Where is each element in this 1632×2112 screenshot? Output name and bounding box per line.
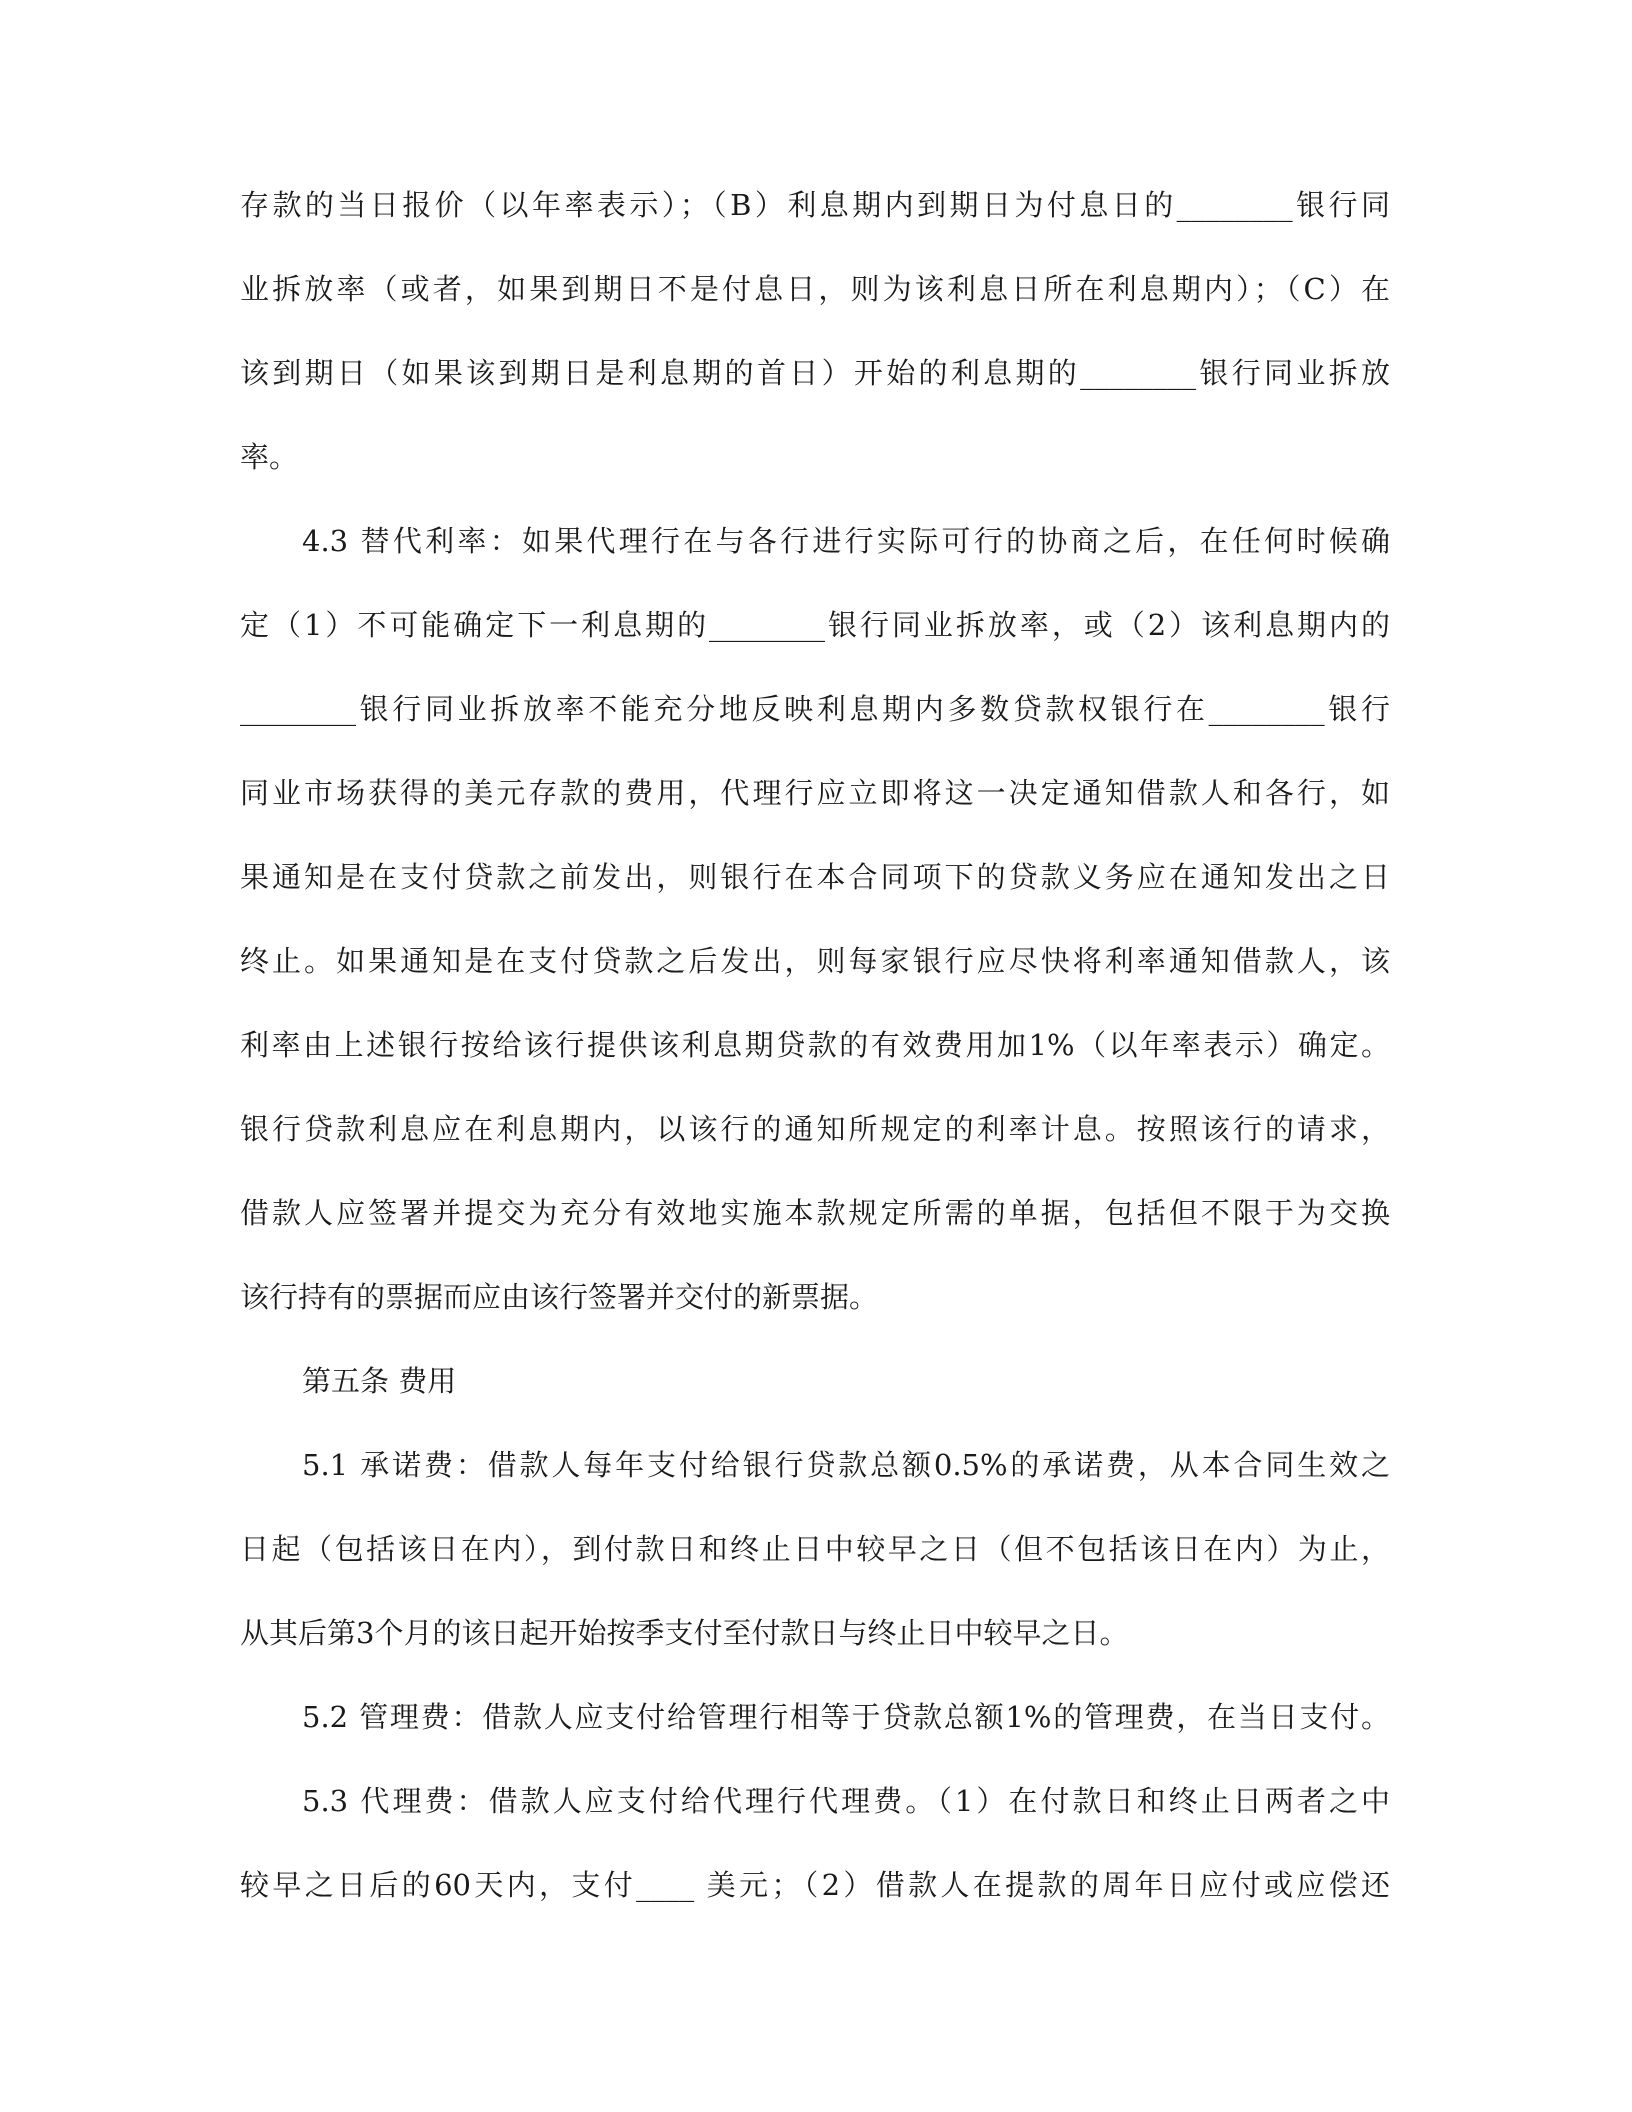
text-line: 借款人应签署并提交为充分有效地实施本款规定所需的单据，包括但不限于为交换 (240, 1196, 1390, 1230)
text-line: 银行贷款利息应在利息期内，以该行的通知所规定的利率计息。按照该行的请求， (240, 1112, 1390, 1146)
text-line: 从其后第3个月的该日起开始按季支付至付款日与终止日中较早之日。 (240, 1616, 1129, 1650)
text-line: 该行持有的票据而应由该行签署并交付的新票据。 (240, 1280, 879, 1314)
text-line: 利率由上述银行按给该行提供该利息期贷款的有效费用加1%（以年率表示）确定。 (240, 1028, 1390, 1062)
text-line: 较早之日后的60天内，支付____ 美元；（2）借款人在提款的周年日应付或应偿还 (240, 1868, 1390, 1902)
text-line: 终止。如果通知是在支付贷款之后发出，则每家银行应尽快将利率通知借款人，该 (240, 944, 1390, 978)
text-line: 果通知是在支付贷款之前发出，则银行在本合同项下的贷款义务应在通知发出之日 (240, 860, 1390, 894)
text-line: 率。 (240, 440, 299, 474)
text-line: 4.3 替代利率：如果代理行在与各行进行实际可行的协商之后，在任何时候确 (302, 524, 1390, 558)
text-line: 同业市场获得的美元存款的费用，代理行应立即将这一决定通知借款人和各行，如 (240, 776, 1390, 810)
text-line: 5.2 管理费：借款人应支付给管理行相等于贷款总额1%的管理费，在当日支付。 (302, 1700, 1390, 1734)
text-line: 业拆放率（或者，如果到期日不是付息日，则为该利息日所在利息期内）；（C）在 (240, 272, 1390, 306)
text-line: 5.3 代理费：借款人应支付给代理行代理费。（1）在付款日和终止日两者之中 (302, 1784, 1390, 1818)
text-line: 第五条 费用 (302, 1364, 457, 1398)
text-line: 该到期日（如果该到期日是利息期的首日）开始的利息期的________银行同业拆放 (240, 356, 1390, 390)
text-line: 5.1 承诺费：借款人每年支付给银行贷款总额0.5%的承诺费，从本合同生效之 (302, 1448, 1390, 1482)
text-line: ________银行同业拆放率不能充分地反映利息期内多数贷款权银行在________银行 (240, 692, 1390, 726)
text-line: 存款的当日报价（以年率表示）；（B）利息期内到期日为付息日的________银行同 (240, 188, 1390, 222)
text-line: 日起（包括该日在内），到付款日和终止日中较早之日（但不包括该日在内）为止， (240, 1532, 1390, 1566)
document-body (240, 178, 1390, 1942)
text-line: 定（1）不可能确定下一利息期的________银行同业拆放率，或（2）该利息期内的 (240, 608, 1390, 642)
